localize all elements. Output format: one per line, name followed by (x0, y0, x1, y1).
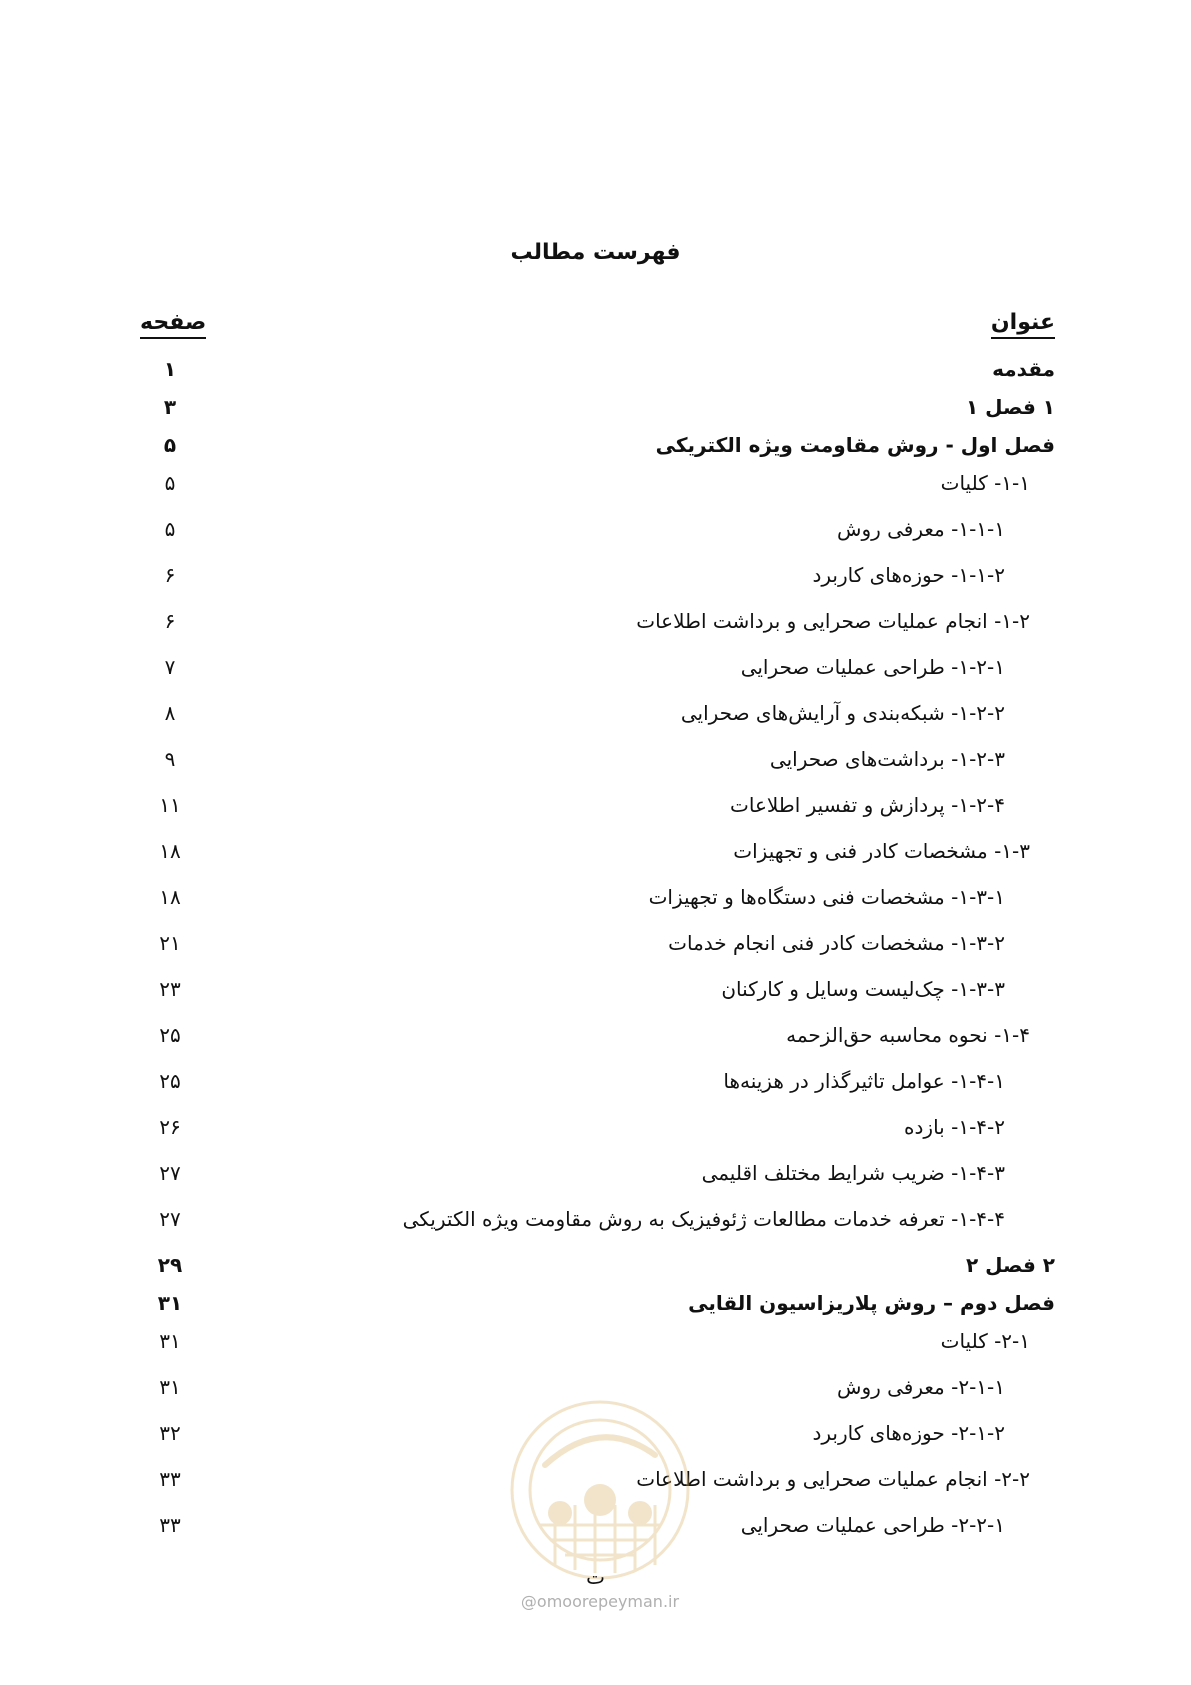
toc-entry (140, 1251, 1055, 1289)
toc-entry-label: ۱-۴-۳- ضریب شرایط مختلف اقلیمی (701, 1161, 1005, 1185)
toc-entry-page: ۲۱ (159, 931, 181, 955)
toc-entry-page: ۲۹ (157, 1253, 183, 1277)
toc-entry-label: ۲-۲- انجام عملیات صحرایی و برداشت اطلاعات (636, 1467, 1030, 1491)
column-title-label: عنوان (991, 310, 1055, 339)
toc-entry-label: ۱-۴-۴- تعرفه خدمات مطالعات ژئوفیزیک به روش مقاومت ویژه الکتریکی (402, 1207, 1005, 1231)
toc-entry-page: ۱۸ (159, 885, 181, 909)
toc-entry-label: ۱-۲-۲- شبکه‌بندی و آرایش‌های صحرایی (680, 701, 1005, 725)
toc-entry-label: ۱-۱-۲- حوزه‌های کاربرد (812, 563, 1005, 587)
toc-entry-label: ۱-۳-۱- مشخصات فنی دستگاه‌ها و تجهیزات (648, 885, 1005, 909)
toc-entry (140, 1113, 1055, 1159)
toc-entry (140, 561, 1055, 607)
toc-entry-label: ۱-۳- مشخصات کادر فنی و تجهیزات (733, 839, 1030, 863)
toc-entry-label: فصل دوم – روش پلاریزاسیون القایی (688, 1291, 1055, 1315)
toc-entry-page: ۱۸ (159, 839, 181, 863)
toc-entry (140, 975, 1055, 1021)
toc-entry-page: ۲۷ (159, 1207, 181, 1231)
toc-entry-page: ۵ (163, 433, 177, 457)
toc-entry-label: ۲ فصل ۲ (965, 1253, 1055, 1277)
toc-entry-label: فصل اول - روش مقاومت ویژه الکتریکی (655, 433, 1055, 457)
column-page-label: صفحه (140, 310, 206, 339)
toc-entry (140, 1021, 1055, 1067)
toc-title: فهرست مطالب (510, 240, 681, 265)
toc-entry-label: مقدمه (992, 357, 1055, 381)
toc-entry-label: ۱-۴-۱- عوامل تاثیرگذار در هزینه‌ها (723, 1069, 1005, 1093)
toc-header (140, 310, 1055, 350)
toc-entry-label: ۱-۳-۲- مشخصات کادر فنی انجام خدمات (668, 931, 1005, 955)
toc-entry-label: ۲-۱-۱- معرفی روش (837, 1375, 1005, 1399)
page-number-letter: ت (586, 1565, 605, 1589)
toc-entry-page: ۸ (164, 701, 176, 725)
toc-entry (140, 837, 1055, 883)
toc-entry-label: ۱-۳-۳- چک‌لیست وسایل و کارکنان (721, 977, 1005, 1001)
toc-entry (140, 431, 1055, 469)
toc-entry-page: ۲۳ (159, 977, 181, 1001)
toc-entry-page: ۳۱ (159, 1329, 181, 1353)
toc-entry (140, 1159, 1055, 1205)
toc-entry-label: ۱-۱- کلیات (940, 471, 1030, 495)
toc-entry-label: ۲-۱- کلیات (940, 1329, 1030, 1353)
toc-entry-label: ۱-۲-۳- برداشت‌های صحرایی (769, 747, 1005, 771)
toc-list (140, 355, 1055, 1557)
toc-entry (140, 1289, 1055, 1327)
toc-entry-label: ۲-۱-۲- حوزه‌های کاربرد (812, 1421, 1005, 1445)
toc-entry-page: ۵ (164, 517, 176, 541)
toc-entry-page: ۳۱ (159, 1375, 181, 1399)
toc-entry-label: ۱-۲- انجام عملیات صحرایی و برداشت اطلاعات (636, 609, 1030, 633)
toc-entry-page: ۲۵ (159, 1069, 181, 1093)
toc-entry-page: ۱ (163, 357, 177, 381)
toc-entry (140, 515, 1055, 561)
toc-entry (140, 699, 1055, 745)
toc-entry (140, 791, 1055, 837)
toc-entry-page: ۶ (164, 563, 176, 587)
toc-entry-label: ۱-۲-۴- پردازش و تفسیر اطلاعات (730, 793, 1005, 817)
toc-entry (140, 745, 1055, 791)
toc-entry-page: ۱۱ (159, 793, 181, 817)
site-url: @omoorepeyman.ir (520, 1592, 680, 1611)
toc-entry (140, 469, 1055, 515)
toc-entry-page: ۳۳ (159, 1467, 181, 1491)
toc-entry-page: ۲۷ (159, 1161, 181, 1185)
toc-entry-page: ۳ (163, 395, 177, 419)
toc-entry-page: ۳۱ (157, 1291, 183, 1315)
toc-entry (140, 1067, 1055, 1113)
watermark-logo-icon (505, 1395, 695, 1585)
toc-entry (140, 883, 1055, 929)
toc-entry (140, 355, 1055, 393)
toc-entry-page: ۹ (164, 747, 176, 771)
toc-entry-label: ۱ فصل ۱ (965, 395, 1055, 419)
toc-entry (140, 653, 1055, 699)
toc-entry-label: ۱-۱-۱- معرفی روش (837, 517, 1005, 541)
toc-entry-page: ۳۲ (159, 1421, 181, 1445)
toc-entry-page: ۲۶ (159, 1115, 181, 1139)
toc-entry-page: ۲۵ (159, 1023, 181, 1047)
toc-entry-page: ۳۳ (159, 1513, 181, 1537)
toc-entry-page: ۶ (164, 609, 176, 633)
toc-entry-page: ۵ (164, 471, 176, 495)
toc-entry-label: ۱-۲-۱- طراحی عملیات صحرایی (740, 655, 1005, 679)
toc-entry-page: ۷ (164, 655, 176, 679)
toc-entry (140, 607, 1055, 653)
toc-entry-label: ۱-۴- نحوه محاسبه حق‌الزحمه (786, 1023, 1030, 1047)
toc-entry-label: ۲-۲-۱- طراحی عملیات صحرایی (740, 1513, 1005, 1537)
toc-entry-label: ۱-۴-۲- بازده (904, 1115, 1005, 1139)
toc-entry (140, 1327, 1055, 1373)
toc-entry (140, 393, 1055, 431)
toc-entry (140, 1205, 1055, 1251)
toc-entry (140, 929, 1055, 975)
